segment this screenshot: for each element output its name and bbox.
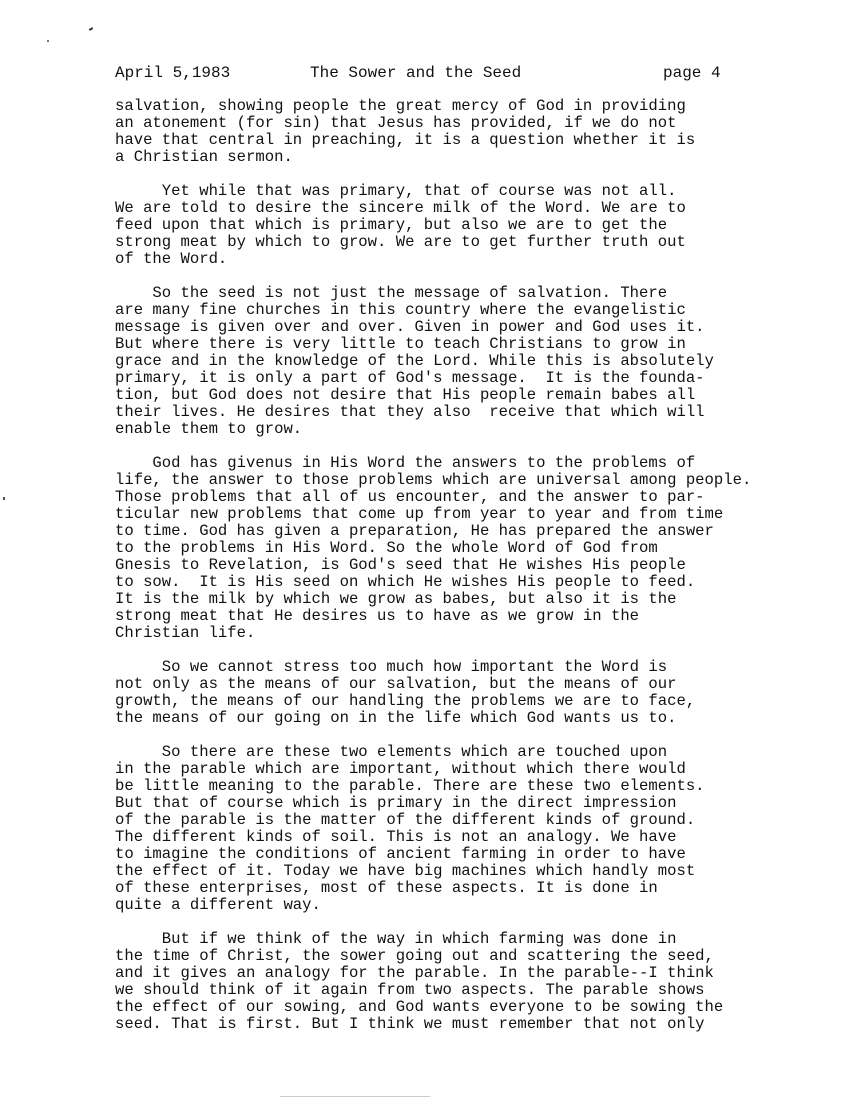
text-line: to imagine the conditions of ancient farming in order to have: [115, 845, 686, 863]
text-line: growth, the means of our handling the problems we are to face,: [115, 692, 696, 710]
text-line: we should think of it again from two aspects. The parable shows: [115, 981, 705, 999]
text-line: the effect of our sowing, and God wants everyone to be sowing the: [115, 998, 724, 1016]
text-line: So there are these two elements which are touched upon: [115, 743, 668, 761]
paragraph: [115, 744, 835, 914]
text-line: are many fine churches in this country where the evangelistic: [115, 301, 686, 319]
paragraph: [115, 659, 835, 727]
text-line: Christian life.: [115, 624, 256, 642]
text-line: be little meaning to the parable. There are these two elements.: [115, 777, 705, 795]
text-line: an atonement (for sin) that Jesus has provided, if we do not: [115, 114, 677, 132]
text-line: to the problems in His Word. So the whole Word of God from: [115, 539, 658, 557]
text-line: So we cannot stress too much how important the Word is: [115, 658, 668, 676]
text-line: enable them to grow.: [115, 420, 303, 438]
text-line: seed. That is first. But I think we must remember that not only: [115, 1015, 705, 1033]
paragraph: [115, 183, 835, 268]
document-body: [115, 98, 835, 1050]
text-line: God has givenus in His Word the answers to the problems of: [115, 454, 696, 472]
scan-speck: [3, 497, 5, 500]
text-line: strong meat by which to grow. We are to get further truth out: [115, 233, 686, 251]
paragraph: [115, 931, 835, 1033]
text-line: the effect of it. Today we have big machines which handly most: [115, 862, 696, 880]
text-line: Gnesis to Revelation, is God's seed that He wishes His people: [115, 556, 686, 574]
text-line: message is given over and over. Given in power and God uses it.: [115, 318, 705, 336]
text-line: primary, it is only a part of God's message. It is the founda-: [115, 369, 705, 387]
text-line: the time of Christ, the sower going out and scattering the seed,: [115, 947, 714, 965]
text-line: Yet while that was primary, that of course was not all.: [115, 182, 677, 200]
text-line: Those problems that all of us encounter, and the answer to par-: [115, 488, 705, 506]
text-line: feed upon that which is primary, but also we are to get the: [115, 216, 668, 234]
text-line: in the parable which are important, without which there would: [115, 760, 686, 778]
scan-speck: [47, 40, 49, 42]
text-line: the means of our going on in the life which God wants us to.: [115, 709, 677, 727]
text-line: quite a different way.: [115, 896, 321, 914]
text-line: salvation, showing people the great mercy of God in providing: [115, 97, 686, 115]
text-line: tion, but God does not desire that His people remain babes all: [115, 386, 696, 404]
text-line: of the Word.: [115, 250, 228, 268]
text-line: to sow. It is His seed on which He wishes His people to feed.: [115, 573, 696, 591]
text-line: of these enterprises, most of these aspects. It is done in: [115, 879, 658, 897]
paragraph: [115, 98, 835, 166]
text-line: and it gives an analogy for the parable. In the parable--I think: [115, 964, 714, 982]
paragraph: [115, 285, 835, 438]
text-line: life, the answer to those problems which are universal among people.: [115, 471, 752, 489]
text-line: It is the milk by which we grow as babes, but also it is the: [115, 590, 677, 608]
paragraph: [115, 455, 835, 642]
scan-speck: [89, 27, 93, 31]
text-line: to time. God has given a preparation, He has prepared the answer: [115, 522, 714, 540]
text-line: of the parable is the matter of the different kinds of ground.: [115, 811, 696, 829]
header-date: April 5,1983: [115, 64, 231, 82]
text-line: grace and in the knowledge of the Lord. While this is absolutely: [115, 352, 714, 370]
page-header: [115, 63, 755, 83]
text-line: But that of course which is primary in the direct impression: [115, 794, 677, 812]
text-line: But where there is very little to teach Christians to grow in: [115, 335, 686, 353]
text-line: So the seed is not just the message of salvation. There: [115, 284, 668, 302]
header-title: The Sower and the Seed: [310, 64, 522, 82]
text-line: We are told to desire the sincere milk of the Word. We are to: [115, 199, 686, 217]
text-line: not only as the means of our salvation, but the means of our: [115, 675, 677, 693]
text-line: strong meat that He desires us to have as we grow in the: [115, 607, 640, 625]
text-line: their lives. He desires that they also receive that which will: [115, 403, 705, 421]
text-line: But if we think of the way in which farming was done in: [115, 930, 677, 948]
header-page-number: page 4: [663, 64, 721, 82]
text-line: have that central in preaching, it is a question whether it is: [115, 131, 696, 149]
text-line: a Christian sermon.: [115, 148, 293, 166]
text-line: ticular new problems that come up from year to year and from time: [115, 505, 724, 523]
scan-artifact-line: [280, 1096, 430, 1097]
text-line: The different kinds of soil. This is not an analogy. We have: [115, 828, 677, 846]
